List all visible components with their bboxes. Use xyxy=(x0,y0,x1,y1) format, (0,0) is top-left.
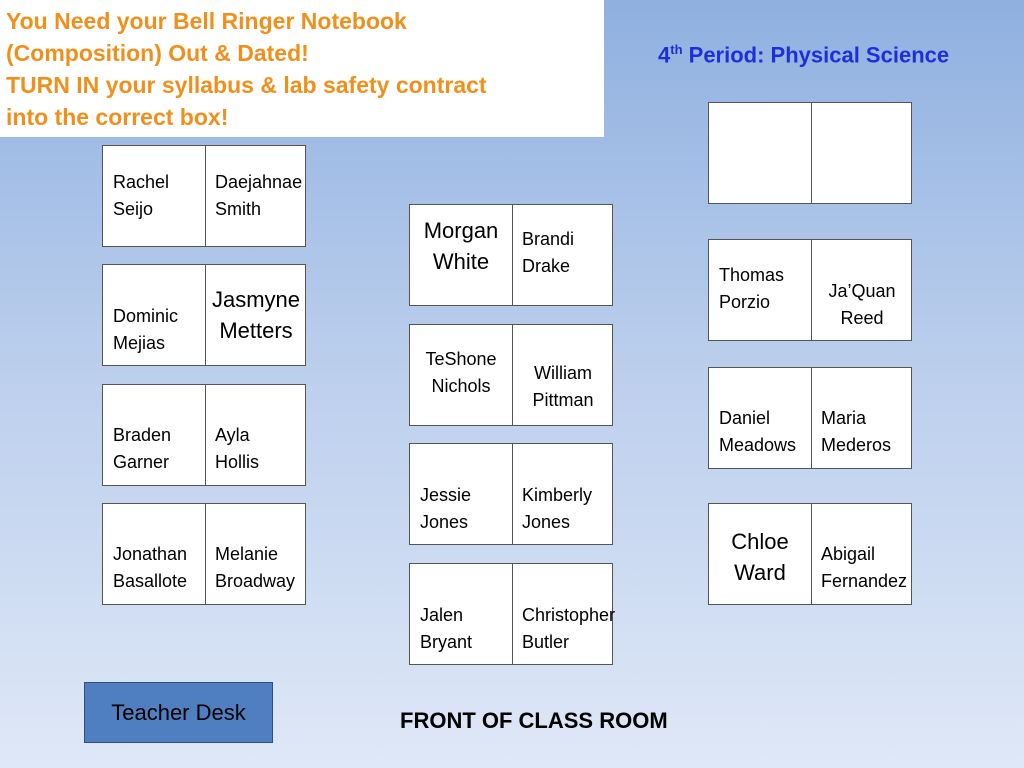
desk-left-3[interactable] xyxy=(102,384,306,486)
seat[interactable] xyxy=(103,265,205,365)
period-title: Period: Physical Science xyxy=(682,42,950,68)
desk-right-1-empty[interactable] xyxy=(708,102,912,204)
seat[interactable] xyxy=(512,444,614,544)
desk-middle-1[interactable] xyxy=(409,204,613,306)
student-name: Ayla Hollis xyxy=(215,425,260,472)
student-name: Jalen Bryant xyxy=(420,605,473,652)
student-name: Jessie Jones xyxy=(420,485,472,532)
desk-middle-2[interactable] xyxy=(409,324,613,426)
student-name: Morgan White xyxy=(423,218,499,274)
seat[interactable] xyxy=(410,564,512,664)
seat[interactable] xyxy=(205,504,307,604)
instruction-line-4: into the correct box! xyxy=(6,104,229,130)
desk-left-1[interactable] xyxy=(102,145,306,247)
student-name: William Pittman xyxy=(532,363,594,410)
desk-middle-4[interactable] xyxy=(409,563,616,665)
desk-right-4[interactable] xyxy=(708,503,912,605)
student-name: Daniel Meadows xyxy=(719,408,797,455)
seat[interactable] xyxy=(709,103,811,203)
student-name: Ja’Quan Reed xyxy=(828,281,896,328)
seat[interactable] xyxy=(709,240,811,340)
seat[interactable] xyxy=(410,205,512,305)
seat[interactable] xyxy=(103,385,205,485)
student-name: Brandi Drake xyxy=(522,229,575,276)
front-of-classroom-label: FRONT OF CLASS ROOM xyxy=(400,708,668,733)
student-name: Thomas Porzio xyxy=(719,265,785,312)
student-name: Kimberly Jones xyxy=(522,485,593,532)
period-number: 4 xyxy=(658,42,671,68)
student-name: Dominic Mejias xyxy=(113,306,179,353)
student-name: Maria Mederos xyxy=(821,408,892,455)
seat[interactable] xyxy=(512,205,614,305)
seat[interactable] xyxy=(205,385,307,485)
seat[interactable] xyxy=(410,325,512,425)
desk-right-2[interactable] xyxy=(708,239,912,341)
student-name: Melanie Broadway xyxy=(215,544,296,591)
seat[interactable] xyxy=(811,368,913,468)
seat[interactable] xyxy=(205,146,307,246)
desk-right-3[interactable] xyxy=(708,367,912,469)
seat[interactable] xyxy=(512,325,614,425)
teacher-desk-label: Teacher Desk xyxy=(111,699,246,725)
period-suffix: th xyxy=(670,42,683,57)
student-name: Daejahnae Smith xyxy=(215,172,303,219)
student-name: Chloe Ward xyxy=(731,529,789,585)
seat[interactable] xyxy=(410,444,512,544)
seat[interactable] xyxy=(205,265,307,365)
instructions-box xyxy=(0,0,604,137)
student-name: Jonathan Basallote xyxy=(113,544,188,591)
seat[interactable] xyxy=(811,240,913,340)
seat[interactable] xyxy=(811,103,913,203)
instruction-line-1: You Need your Bell Ringer Notebook xyxy=(6,8,407,34)
seat[interactable] xyxy=(103,504,205,604)
instruction-line-3: TURN IN your syllabus & lab safety contract xyxy=(6,72,487,98)
seat[interactable] xyxy=(709,504,811,604)
desk-left-4[interactable] xyxy=(102,503,306,605)
seat[interactable] xyxy=(512,564,614,664)
seat[interactable] xyxy=(811,504,913,604)
desk-left-2[interactable] xyxy=(102,264,306,366)
student-name: Abigail Fernandez xyxy=(821,544,908,591)
page-title xyxy=(658,42,949,68)
desk-middle-3[interactable] xyxy=(409,443,613,545)
instruction-line-2: (Composition) Out & Dated! xyxy=(6,40,309,66)
student-name: Christopher Butler xyxy=(522,605,616,652)
student-name: Jasmyne Metters xyxy=(211,287,301,343)
seat[interactable] xyxy=(103,146,205,246)
teacher-desk[interactable] xyxy=(84,682,273,743)
seat[interactable] xyxy=(709,368,811,468)
student-name: Braden Garner xyxy=(113,425,172,472)
student-name: TeShone Nichols xyxy=(425,349,497,396)
student-name: Rachel Seijo xyxy=(113,172,170,219)
